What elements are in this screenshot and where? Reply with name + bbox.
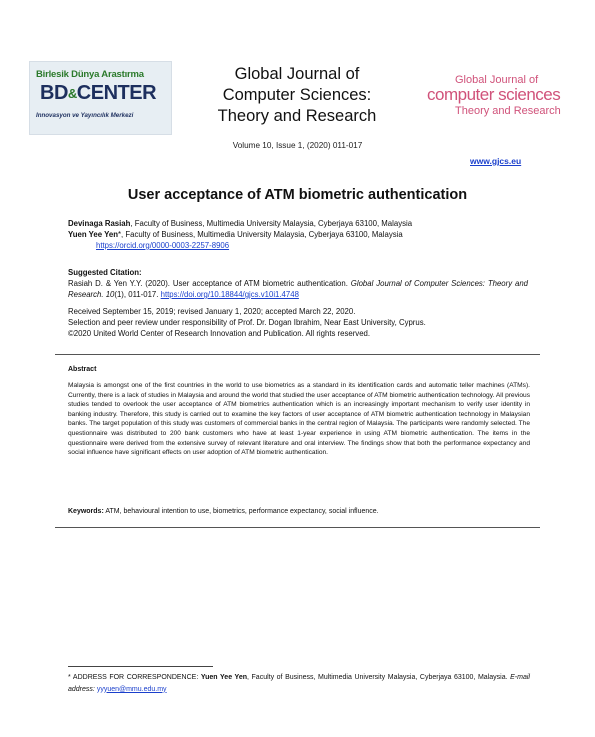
received-dates: Received September 15, 2019; revised January 1, 2020; accepted March 22, 2020. bbox=[68, 307, 356, 316]
abstract-heading: Abstract bbox=[68, 366, 97, 373]
divider-top bbox=[55, 354, 540, 355]
footnote-name: Yuen Yee Yen bbox=[200, 674, 247, 681]
author-1-name: Devinaga Rasiah bbox=[68, 219, 131, 228]
copyright: ©2020 United World Center of Research Innovation and Publication. All rights reserved. bbox=[68, 329, 371, 338]
journal-logo-line-1: Global Journal of bbox=[455, 74, 539, 86]
paper-title: User acceptance of ATM biometric authentication bbox=[127, 187, 468, 203]
logo-brand-a: BD bbox=[40, 82, 68, 104]
logo-line-3: Innovasyon ve Yayıncılık Merkezi bbox=[36, 112, 134, 119]
logo-brand bbox=[40, 82, 156, 105]
author-2-name: Yuen Yee Yen bbox=[68, 230, 118, 239]
doi-link[interactable]: https://doi.org/10.18844/gjcs.v10i1.4748 bbox=[160, 290, 299, 299]
publisher-logo bbox=[29, 61, 172, 135]
journal-logo-line-3: Theory and Research bbox=[455, 105, 561, 117]
footnote-email-label: E-mail address: bbox=[68, 674, 530, 693]
logo-line-1: Birlesik Dünya Arastırma bbox=[36, 69, 144, 80]
citation-journal: Global Journal of Computer Sciences: Theory and Research. 10 bbox=[68, 279, 529, 299]
author-2-affiliation: *, Faculty of Business, Multimedia University Malaysia, Cyberjaya 63100, Malaysia bbox=[118, 230, 403, 239]
citation-issue: (1), 011-017. bbox=[114, 290, 159, 299]
citation-main: Rasiah D. & Yen Y.Y. (2020). User acceptance of ATM biometric authentication. bbox=[68, 279, 348, 288]
authors-block bbox=[68, 218, 538, 251]
journal-title-line-1: Global Journal of bbox=[234, 65, 360, 83]
journal-logo-line-2: computer sciences bbox=[427, 85, 561, 104]
journal-title-line-3: Theory and Research bbox=[217, 107, 377, 125]
dates-block bbox=[68, 306, 538, 339]
orcid-link[interactable]: https://orcid.org/0000-0003-2257-8906 bbox=[96, 241, 230, 250]
author-2 bbox=[68, 229, 538, 240]
footnote-affiliation: , Faculty of Business, Multimedia University Malaysia, Cyberjaya 63100, Malaysia. bbox=[247, 674, 511, 681]
footnote-email-link[interactable]: yyyuen@mmu.edu.my bbox=[96, 685, 167, 693]
volume-info: Volume 10, Issue 1, (2020) 011-017 bbox=[232, 141, 363, 150]
divider-bottom bbox=[55, 527, 540, 528]
footnote-prefix: * ADDRESS FOR CORRESPONDENCE: bbox=[68, 674, 201, 681]
journal-title bbox=[208, 64, 386, 127]
keywords bbox=[68, 508, 530, 515]
author-1-affiliation: , Faculty of Business, Multimedia University Malaysia, Cyberjaya 63100, Malaysia bbox=[130, 219, 413, 228]
citation-text bbox=[68, 278, 528, 300]
journal-logo bbox=[425, 74, 575, 124]
review-note: Selection and peer review under responsibility of Prof. Dr. Dogan Ibrahim, Near East University, Cyprus. bbox=[68, 318, 426, 327]
journal-title-line-2: Computer Sciences: bbox=[222, 86, 372, 104]
logo-brand-b: CENTER bbox=[76, 82, 157, 104]
keywords-text: ATM, behavioural intention to use, biometrics, performance expectancy, social influence. bbox=[103, 508, 379, 515]
citation-heading: Suggested Citation: bbox=[68, 268, 142, 277]
abstract-text: Malaysia is amongst one of the first countries in the world to use biometrics as a standard in its identification cards and automatic teller machines (ATMs). Currently, there is a lack of studies in Malaysia and around the world that studied the user acceptance of ATM biometric authentication technology. All previous studies tended to overlook the user acceptance of ATM biometrics authentication which is an increasingly important mechanism to verify user identity in banking industry. Therefore, this study is carried out to examine the key factors of user acceptance of ATM biometric authentication technology in Malaysian banks. The target population of this study was customers of commercial banks in the central region of Malaysia. The participants were randomly selected. The questionnaire was distributed to 200 bank customers who have at least 1-year experience in using ATM biometric authentication. The items in the questionnaire were derived from the extensive survey of relevant literature and oral interview. The findings show that both the performance expectancy and social influence have significant effects on user adoption of ATM biometric authentication. bbox=[68, 382, 530, 457]
keywords-label: Keywords: bbox=[68, 508, 104, 515]
footnote-rule bbox=[68, 666, 213, 667]
website-link[interactable]: www.gjcs.eu bbox=[470, 156, 522, 166]
logo-brand-amp: & bbox=[67, 86, 77, 102]
author-1 bbox=[68, 218, 538, 229]
footnote bbox=[68, 672, 530, 695]
